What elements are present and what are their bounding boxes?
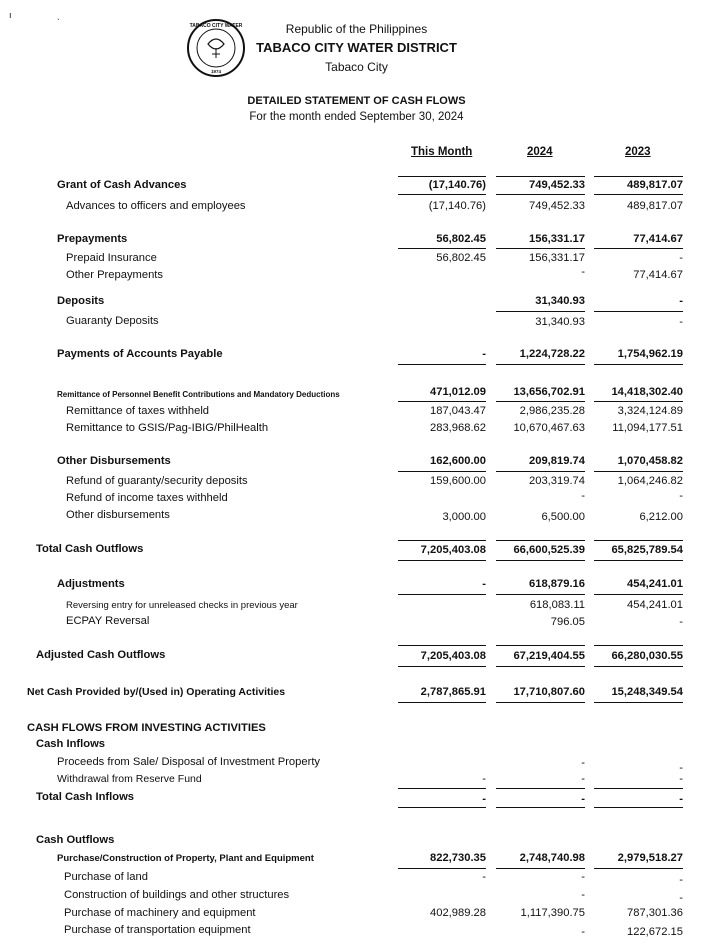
cell-this-month: -: [482, 348, 486, 360]
cell-2023: -: [679, 295, 683, 307]
row-label: Other Prepayments: [66, 269, 164, 281]
cell-2023: 1,070,458.82: [617, 455, 683, 467]
rule: [594, 666, 683, 667]
cell-2023: -: [679, 793, 683, 805]
rule: [496, 194, 585, 195]
svg-text:1974: 1974: [210, 69, 222, 74]
cell-2023: 1,064,246.82: [617, 475, 683, 487]
rule: [398, 176, 486, 177]
rule: [594, 594, 683, 595]
rule: [398, 364, 486, 365]
rule: [398, 560, 486, 561]
cell-2024: 1,117,390.75: [520, 907, 585, 919]
cell-2023: -: [679, 316, 683, 328]
column-header-2023: 2023: [625, 146, 651, 158]
row-label: Refund of guaranty/security deposits: [66, 475, 248, 487]
cell-2024: -: [581, 871, 585, 883]
cell-2024: 1,224,728.22: [519, 348, 585, 360]
cell-2024: 749,452.33: [529, 179, 585, 191]
cell-2024: 156,331.17: [529, 252, 585, 264]
cell-this-month: 402,989.28: [430, 907, 486, 919]
cell-this-month: 2,787,865.91: [420, 686, 486, 698]
rule: [594, 645, 683, 646]
cell-2024: 10,670,467.63: [513, 422, 585, 434]
row-label: Other Disbursements: [57, 455, 171, 467]
rule: [398, 540, 486, 541]
cell-2023: 11,094,177.51: [612, 422, 683, 434]
row-label: Purchase of transportation equipment: [64, 924, 251, 936]
cell-this-month: 187,043.47: [430, 405, 486, 417]
rule: [496, 364, 585, 365]
rule: [398, 645, 486, 646]
country-line: Republic of the Philippines: [285, 22, 428, 36]
section-heading: CASH FLOWS FROM INVESTING ACTIVITIES: [27, 722, 266, 734]
rule: [398, 807, 486, 808]
cell-2023: 65,825,789.54: [611, 544, 683, 556]
rule: [496, 560, 585, 561]
cell-this-month: 162,600.00: [430, 455, 486, 467]
rule: [398, 471, 486, 472]
cell-this-month: 471,012.09: [430, 386, 486, 398]
rule: [398, 666, 486, 667]
rule: [496, 540, 585, 541]
cell-this-month: 7,205,403.08: [420, 650, 486, 662]
row-label: Net Cash Provided by/(Used in) Operating Activities: [27, 686, 286, 698]
scan-mark: ı: [9, 10, 12, 20]
row-label: Total Cash Outflows: [36, 543, 144, 555]
cell-2024: 749,452.33: [529, 200, 585, 212]
cell-2023: 14,418,302.40: [611, 386, 683, 398]
rule: [496, 594, 585, 595]
subsection-heading: Cash Outflows: [36, 834, 115, 846]
row-label: Remittance to GSIS/Pag-IBIG/PhilHealth: [66, 422, 269, 434]
cell-2024: -: [581, 490, 585, 502]
row-label: Remittance of Personnel Benefit Contributions and Mandatory Deductions: [57, 390, 340, 399]
cell-this-month: 56,802.45: [436, 252, 486, 264]
cell-this-month: 7,205,403.08: [420, 544, 486, 556]
subsection-heading: Cash Inflows: [36, 738, 105, 750]
cell-2024: 31,340.93: [535, 295, 585, 307]
cell-2024: 6,500.00: [541, 511, 585, 523]
cell-2023: -: [679, 252, 683, 264]
cell-2024: 209,819.74: [529, 455, 585, 467]
cell-this-month: 3,000.00: [442, 511, 486, 523]
row-label: Reversing entry for unreleased checks in previous year: [66, 600, 298, 611]
rule: [496, 788, 585, 789]
cell-2024: -: [581, 773, 585, 785]
row-label: Purchase of land: [64, 871, 148, 883]
cell-2024: -: [581, 889, 585, 901]
row-label: Construction of buildings and other structures: [64, 889, 290, 901]
rule: [594, 248, 683, 249]
rule: [496, 702, 585, 703]
cell-2023: 6,212.00: [639, 511, 683, 523]
rule: [398, 702, 486, 703]
row-label: Prepayments: [57, 233, 128, 245]
cell-2024: 2,986,235.28: [519, 405, 585, 417]
rule: [496, 176, 585, 177]
cell-2024: 618,879.16: [529, 578, 585, 590]
column-header-this-month: This Month: [411, 146, 473, 158]
rule: [398, 868, 486, 869]
cell-2024: 2,748,740.98: [519, 852, 585, 864]
scan-mark: ˎ: [57, 10, 60, 20]
row-label: Payments of Accounts Payable: [57, 348, 223, 360]
row-label: Other disbursements: [66, 509, 170, 521]
rule: [496, 645, 585, 646]
rule: [496, 248, 585, 249]
cell-2024: -: [581, 757, 585, 769]
cell-2024: 17,710,807.60: [513, 686, 585, 698]
row-label: Guaranty Deposits: [66, 315, 159, 327]
rule: [594, 702, 683, 703]
report-title: DETAILED STATEMENT OF CASH FLOWS: [247, 95, 466, 107]
rule: [496, 807, 585, 808]
cell-2023: 454,241.01: [627, 578, 683, 590]
row-label: Proceeds from Sale/ Disposal of Investment Property: [57, 756, 321, 768]
cell-this-month: -: [482, 793, 486, 805]
cell-this-month: (17,140.76): [428, 200, 486, 212]
rule: [594, 788, 683, 789]
cell-this-month: -: [482, 578, 486, 590]
rule: [398, 594, 486, 595]
row-label: Purchase of machinery and equipment: [64, 907, 256, 919]
cell-2023: 15,248,349.54: [611, 686, 683, 698]
cell-2024: 156,331.17: [529, 233, 585, 245]
cell-2023: -: [679, 762, 683, 774]
cell-2024: 67,219,404.55: [513, 650, 585, 662]
rule: [398, 788, 486, 789]
cell-this-month: -: [482, 871, 486, 883]
cell-this-month: (17,140.76): [428, 179, 486, 191]
rule: [594, 176, 683, 177]
cell-2024: 203,319.74: [529, 475, 585, 487]
cell-this-month: 822,730.35: [430, 852, 486, 864]
cell-2023: 3,324,124.89: [617, 405, 683, 417]
rule: [496, 401, 585, 402]
cell-2023: 122,672.15: [627, 926, 683, 938]
rule: [594, 364, 683, 365]
row-label: Adjusted Cash Outflows: [36, 649, 166, 661]
cell-2024: 66,600,525.39: [513, 544, 585, 556]
cell-2023: -: [679, 616, 683, 628]
rule: [496, 666, 585, 667]
rule: [594, 311, 683, 312]
cell-2023: 77,414.67: [633, 269, 683, 281]
rule: [398, 401, 486, 402]
cell-this-month: 159,600.00: [430, 475, 486, 487]
cell-2024: 13,656,702.91: [513, 386, 585, 398]
rule: [594, 807, 683, 808]
cell-2024: 618,083.11: [529, 599, 585, 611]
row-label: Adjustments: [57, 578, 125, 590]
row-label: Refund of income taxes withheld: [66, 492, 228, 504]
cell-2023: -: [679, 892, 683, 904]
cell-2023: 77,414.67: [633, 233, 683, 245]
cell-2023: 489,817.07: [627, 179, 683, 191]
rule: [496, 868, 585, 869]
rule: [594, 540, 683, 541]
cell-2023: 787,301.36: [627, 907, 683, 919]
cell-2024: -: [581, 926, 585, 938]
rule: [594, 471, 683, 472]
cell-2023: -: [679, 490, 683, 502]
cell-2023: 454,241.01: [627, 599, 683, 611]
rule: [594, 560, 683, 561]
column-header-2024: 2024: [527, 146, 553, 158]
rule: [398, 194, 486, 195]
rule: [496, 471, 585, 472]
city-line: Tabaco City: [325, 60, 388, 74]
row-label: Advances to officers and employees: [66, 200, 246, 212]
rule: [496, 311, 585, 312]
cell-this-month: -: [482, 773, 486, 785]
svg-text:TABACO CITY WATER: TABACO CITY WATER: [189, 23, 243, 29]
cell-2024: -: [581, 266, 585, 278]
cell-2024: 796.05: [550, 616, 585, 628]
row-label: Remittance of taxes withheld: [66, 405, 210, 417]
cell-2023: 2,979,518.27: [617, 852, 683, 864]
row-label: Withdrawal from Reserve Fund: [57, 773, 202, 785]
cell-2024: -: [581, 793, 585, 805]
cell-this-month: 56,802.45: [436, 233, 486, 245]
cell-2023: 1,754,962.19: [617, 348, 683, 360]
cell-this-month: 283,968.62: [430, 422, 486, 434]
row-label: Deposits: [57, 295, 105, 307]
rule: [594, 401, 683, 402]
row-label: Grant of Cash Advances: [57, 179, 187, 191]
rule: [594, 868, 683, 869]
cell-2023: -: [679, 874, 683, 886]
cell-2024: 31,340.93: [535, 316, 585, 328]
rule: [398, 248, 486, 249]
cell-2023: 489,817.07: [627, 200, 683, 212]
rule: [594, 194, 683, 195]
agency-name: TABACO CITY WATER DISTRICT: [256, 40, 457, 55]
row-label: Total Cash Inflows: [36, 791, 134, 803]
report-period: For the month ended September 30, 2024: [249, 111, 464, 123]
row-label: Purchase/Construction of Property, Plant and Equipment: [57, 853, 314, 864]
row-label: ECPAY Reversal: [66, 615, 150, 627]
row-label: Prepaid Insurance: [66, 252, 157, 264]
cell-2023: 66,280,030.55: [611, 650, 683, 662]
cell-2023: -: [679, 773, 683, 785]
